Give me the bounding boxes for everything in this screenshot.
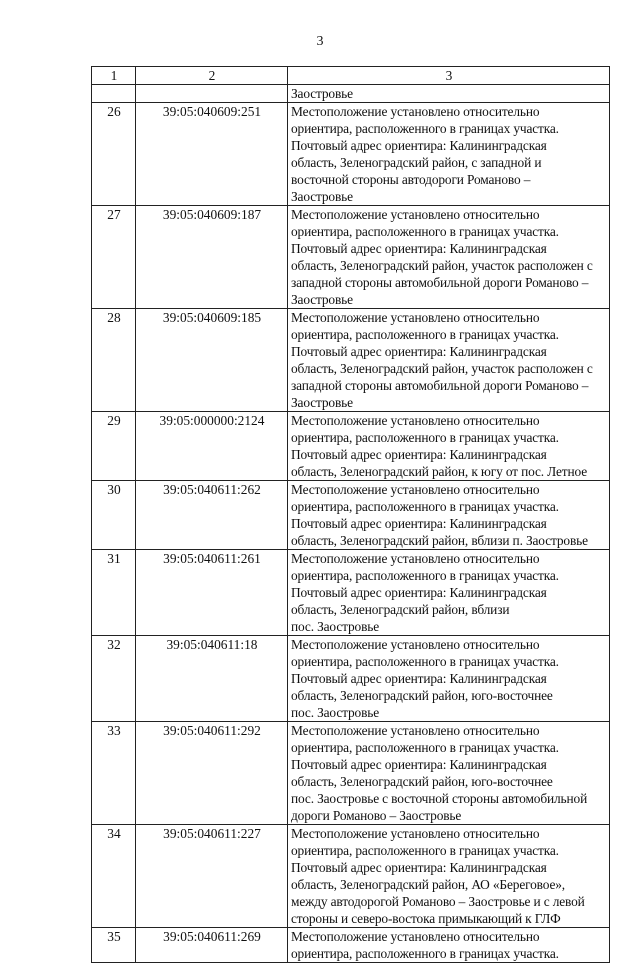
table-body	[92, 67, 610, 963]
location-line: ориентира, расположенного в границах участка.	[291, 654, 559, 669]
location-line: ориентира, расположенного в границах участка.	[291, 430, 559, 445]
location-line: Почтовый адрес ориентира: Калининградская	[291, 447, 547, 462]
row-number-cell: 30	[92, 481, 136, 550]
location-line: Почтовый адрес ориентира: Калининградская	[291, 138, 547, 153]
location-line: ориентира, расположенного в границах участка.	[291, 121, 559, 136]
location-line: область, Зеленоградский район, вблизи п. Заостровье	[291, 533, 588, 548]
location-line: Местоположение установлено относительно	[291, 637, 540, 652]
location-cell	[288, 309, 610, 412]
location-line: область, Зеленоградский район, с западной и	[291, 155, 542, 170]
continuation-row	[92, 85, 610, 103]
location-cell	[288, 412, 610, 481]
location-line: пос. Заостровье с восточной стороны автомобильной	[291, 791, 588, 806]
location-cell	[288, 85, 610, 103]
table-row	[92, 103, 610, 206]
location-line: ориентира, расположенного в границах участка.	[291, 327, 559, 342]
row-number-cell: 33	[92, 722, 136, 825]
location-line: Заостровье	[291, 292, 353, 307]
location-line: ориентира, расположенного в границах участка.	[291, 499, 559, 514]
cadastral-number-cell: 39:05:040611:292	[136, 722, 288, 825]
cadastral-number-cell: 39:05:040611:269	[136, 928, 288, 963]
cadastral-number-cell: 39:05:040611:18	[136, 636, 288, 722]
location-line: Почтовый адрес ориентира: Калининградская	[291, 344, 547, 359]
table-row	[92, 636, 610, 722]
location-line: Заостровье	[291, 189, 353, 204]
location-line: Местоположение установлено относительно	[291, 413, 540, 428]
cadastral-number-cell: 39:05:040611:227	[136, 825, 288, 928]
location-line: область, Зеленоградский район, юго-восточнее	[291, 688, 553, 703]
location-line: Почтовый адрес ориентира: Калининградская	[291, 860, 547, 875]
table-row	[92, 722, 610, 825]
row-number-cell: 31	[92, 550, 136, 636]
location-line: Местоположение установлено относительно	[291, 826, 540, 841]
location-line: Почтовый адрес ориентира: Калининградская	[291, 241, 547, 256]
row-number-cell: 28	[92, 309, 136, 412]
location-line: восточной стороны автодороги Романово –	[291, 172, 531, 187]
location-line: ориентира, расположенного в границах участка.	[291, 224, 559, 239]
table-row	[92, 481, 610, 550]
location-line: стороны и северо-востока примыкающий к ГЛФ	[291, 911, 561, 926]
location-line: область, Зеленоградский район, к югу от пос. Летное	[291, 464, 588, 479]
location-cell	[288, 722, 610, 825]
location-cell	[288, 206, 610, 309]
location-cell	[288, 103, 610, 206]
location-line: между автодорогой Романово – Заостровье и с левой	[291, 894, 585, 909]
row-number-cell: 35	[92, 928, 136, 963]
column-header-1: 1	[92, 67, 136, 85]
location-line: ориентира, расположенного в границах участка.	[291, 843, 559, 858]
cadastral-number-cell: 39:05:040609:185	[136, 309, 288, 412]
location-line: Почтовый адрес ориентира: Калининградская	[291, 757, 547, 772]
row-number-cell: 27	[92, 206, 136, 309]
table-row	[92, 550, 610, 636]
table-row	[92, 309, 610, 412]
location-line: Местоположение установлено относительно	[291, 551, 540, 566]
page-number: 3	[316, 34, 324, 49]
location-line: Почтовый адрес ориентира: Калининградская	[291, 585, 547, 600]
location-line: область, Зеленоградский район, участок расположен с	[291, 258, 593, 273]
column-header-3: 3	[288, 67, 610, 85]
location-line: ориентира, расположенного в границах участка.	[291, 568, 559, 583]
table-row	[92, 928, 610, 963]
location-line: западной стороны автомобильной дороги Романово –	[291, 378, 589, 393]
location-line: Почтовый адрес ориентира: Калининградская	[291, 516, 547, 531]
location-line: Почтовый адрес ориентира: Калининградская	[291, 671, 547, 686]
location-cell	[288, 481, 610, 550]
location-line: область, Зеленоградский район, участок расположен с	[291, 361, 593, 376]
row-number-cell: 26	[92, 103, 136, 206]
cadastral-number-cell	[136, 85, 288, 103]
location-line: дороги Романово – Заостровье	[291, 808, 462, 823]
location-line: Местоположение установлено относительно	[291, 310, 540, 325]
location-line: Местоположение установлено относительно	[291, 723, 540, 738]
location-line: Заостровье	[291, 395, 353, 410]
cadastral-number-cell: 39:05:040611:262	[136, 481, 288, 550]
land-plots-table	[91, 66, 610, 963]
table-row	[92, 206, 610, 309]
location-cell	[288, 636, 610, 722]
table-header-row	[92, 67, 610, 85]
location-line: Местоположение установлено относительно	[291, 482, 540, 497]
location-line: Заостровье	[291, 86, 353, 101]
location-line: область, Зеленоградский район, юго-восточнее	[291, 774, 553, 789]
location-line: область, Зеленоградский район, АО «Береговое»,	[291, 877, 565, 892]
location-line: область, Зеленоградский район, вблизи	[291, 602, 510, 617]
table-row	[92, 412, 610, 481]
location-line: пос. Заостровье	[291, 705, 379, 720]
row-number-cell: 32	[92, 636, 136, 722]
location-line: ориентира, расположенного в границах участка.	[291, 740, 559, 755]
location-cell	[288, 928, 610, 963]
location-cell	[288, 825, 610, 928]
column-header-2: 2	[136, 67, 288, 85]
cadastral-number-cell: 39:05:040611:261	[136, 550, 288, 636]
table-row	[92, 825, 610, 928]
location-line: Местоположение установлено относительно	[291, 929, 540, 944]
location-cell	[288, 550, 610, 636]
location-line: ориентира, расположенного в границах участка.	[291, 946, 559, 961]
row-number-cell	[92, 85, 136, 103]
location-line: Местоположение установлено относительно	[291, 104, 540, 119]
location-line: пос. Заостровье	[291, 619, 379, 634]
cadastral-number-cell: 39:05:040609:251	[136, 103, 288, 206]
cadastral-number-cell: 39:05:040609:187	[136, 206, 288, 309]
cadastral-number-cell: 39:05:000000:2124	[136, 412, 288, 481]
row-number-cell: 29	[92, 412, 136, 481]
location-line: Местоположение установлено относительно	[291, 207, 540, 222]
location-line: западной стороны автомобильной дороги Романово –	[291, 275, 589, 290]
row-number-cell: 34	[92, 825, 136, 928]
